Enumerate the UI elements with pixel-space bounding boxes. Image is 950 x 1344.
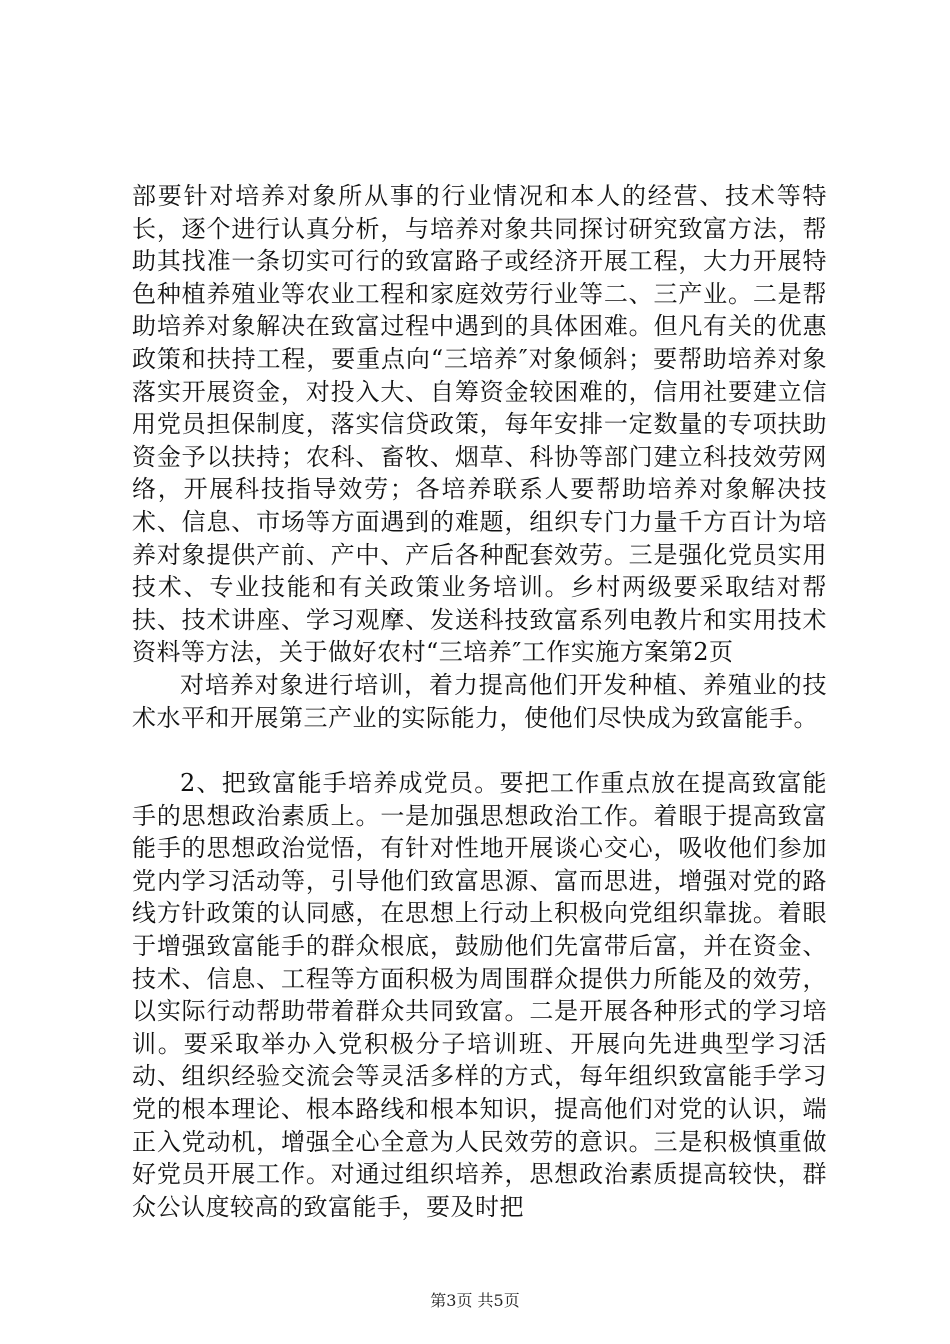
paragraph-training: 对培养对象进行培训，着力提高他们开发种植、养殖业的技术水平和开展第三产业的实际能力，使他们尽快成为致富能手。 (132, 670, 827, 732)
page-footer: 第3页 共5页 (430, 1291, 520, 1310)
paragraph-spacer (132, 734, 827, 767)
paragraph-continuation: 部要针对培养对象所从事的行业情况和本人的经营、技术等特长，逐个进行认真分析，与培养对象共同探讨研究致富方法，帮助其找准一条切实可行的致富路子或经济开展工程，大力开展特色种植养殖业等农业工程和家庭效劳行业等二、三产业。二是帮助培养对象解决在致富过程中遇到的具体困难。但凡有关的优惠政策和扶持工程，要重点向“三培养″对象倾斜；要帮助培养对象落实开展资金，对投入大、自筹资金较困难的，信用社要建立信用党员担保制度，落实信贷政策，每年安排一定数量的专项扶助资金予以扶持；农科、畜牧、烟草、科协等部门建立科技效劳网络，开展科技指导效劳；各培养联系人要帮助培养对象解决技术、信息、市场等方面遇到的难题，组织专门力量千方百计为培养对象提供产前、产中、产后各种配套效劳。三是强化党员实用技术、专业技能和有关政策业务培训。乡村两级要采取结对帮扶、技术讲座、学习观摩、发送科技致富系列电教片和实用技术资料等方法，关于做好农村“三培养″工作实施方案第2页 (132, 182, 827, 667)
paragraph-section-2: 2、把致富能手培养成党员。要把工作重点放在提高致富能手的思想政治素质上。一是加强思想政治工作。着眼于提高致富能手的思想政治觉悟，有针对性地开展谈心交心，吸收他们参加党内学习活动等，引导他们致富思源、富而思进，增强对党的路线方针政策的认同感，在思想上行动上积极向党组织靠拢。着眼于增强致富能手的群众根底，鼓励他们先富带后富，并在资金、技术、信息、工程等方面积极为周围群众提供力所能及的效劳，以实际行动帮助带着群众共同致富。二是开展各种形式的学习培训。要采取举办入党积极分子培训班、开展向先进典型学习活动、组织经验交流会等灵活多样的方式，每年组织致富能手学习党的根本理论、根本路线和根本知识，提高他们对党的认识，端正入党动机，增强全心全意为人民效劳的意识。三是积极慎重做好党员开展工作。对通过组织培养，思想政治素质提高较快，群众公认度较高的致富能手，要及时把 (132, 769, 827, 1221)
document-body (132, 180, 827, 1223)
